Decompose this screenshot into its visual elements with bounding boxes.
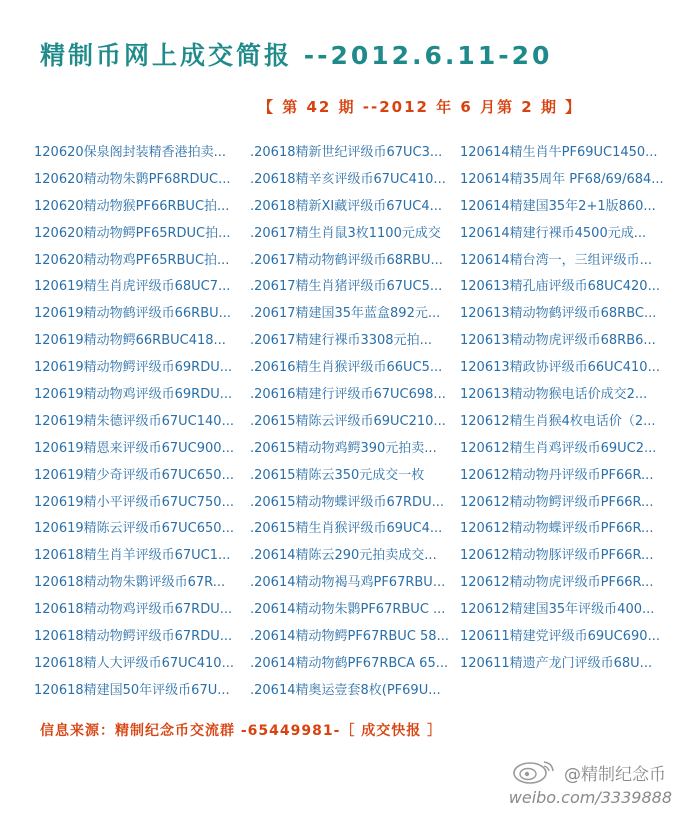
list-item[interactable]: 120611精建党评级币69UC690...	[460, 629, 660, 645]
list-item[interactable]: 120612精动物鳄评级币PF66R...	[460, 494, 654, 510]
list-item[interactable]: 120619精小平评级币67UC750...	[34, 494, 234, 510]
list-item[interactable]: 120618精动物鸡评级币67RDU...	[34, 602, 233, 618]
list-item[interactable]: .20618精新XI藏评级币67UC4...	[250, 198, 443, 214]
column-left	[34, 140, 244, 705]
list-item[interactable]: .20616精建行评级币67UC698...	[250, 387, 446, 403]
list-item[interactable]: 120613精孔庙评级币68UC420...	[460, 279, 660, 295]
list-item[interactable]: 120612精建国35年评级币400...	[460, 602, 655, 618]
list-item[interactable]: 120611精遗产龙门评级币68U...	[460, 655, 653, 671]
watermark-url: weibo.com/3339888	[508, 788, 672, 807]
list-item[interactable]: .20617精动物鹤评级币68RBU...	[250, 252, 443, 268]
list-item[interactable]: .20616精生肖猴评级币66UC5...	[250, 360, 443, 376]
list-item[interactable]: 120620精动物鳄PF65RDUC拍...	[34, 225, 231, 241]
list-item[interactable]: 120619精动物鳄66RBUC418...	[34, 333, 226, 349]
list-item[interactable]: .20615精陈云评级币69UC210...	[250, 413, 446, 429]
list-item[interactable]: 120613精动物猴电话价成交2...	[460, 387, 648, 403]
source-footer: 信息来源：精制纪念币交流群 -65449981-［ 成交快报 ］	[40, 723, 443, 739]
column-middle	[250, 140, 460, 705]
list-item[interactable]: 120618精生肖羊评级币67UC1...	[34, 548, 231, 564]
list-item[interactable]: 120620精动物朱鹮PF68RDUC...	[34, 171, 231, 187]
list-item[interactable]: .20617精建国35年蓝盒892元...	[250, 306, 441, 322]
list-item[interactable]: .20614精动物鳄PF67RBUC 58...	[250, 629, 449, 645]
list-item[interactable]: 120618精动物朱鹮评级币67R...	[34, 575, 226, 591]
list-item[interactable]: .20618精新世纪评级币67UC3...	[250, 145, 443, 160]
list-item[interactable]: 120613精动物鹤评级币68RBC...	[460, 306, 657, 322]
list-item[interactable]: .20614精动物朱鹮PF67RBUC ...	[250, 602, 446, 618]
weibo-logo-icon	[510, 758, 560, 784]
list-item[interactable]: 120618精建国50年评级币67U...	[34, 682, 230, 698]
list-item[interactable]: .20617精生肖鼠3枚1100元成交	[250, 225, 441, 241]
list-item[interactable]: .20614精奥运壹套8枚(PF69U...	[250, 682, 441, 698]
list-item[interactable]: 120612精生肖鸡评级币69UC2...	[460, 440, 657, 456]
list-item[interactable]: 120614精台湾一，三组评级币...	[460, 252, 653, 268]
list-item[interactable]: .20614精动物褐马鸡PF67RBU...	[250, 575, 446, 591]
list-item[interactable]: 120613精动物虎评级币68RB6...	[460, 333, 656, 349]
list-item[interactable]: 120619精动物鳄评级币69RDU...	[34, 360, 233, 376]
list-item[interactable]: 120620保泉阁封装精香港拍卖...	[34, 145, 227, 160]
list-item[interactable]: 120620精动物猴PF66RBUC拍...	[34, 198, 230, 214]
list-item[interactable]: 120618精动物鳄评级币67RDU...	[34, 629, 233, 645]
list-item[interactable]: 120619精少奇评级币67UC650...	[34, 467, 234, 483]
list-item[interactable]: .20615精动物鸡鳄390元拍卖...	[250, 440, 437, 456]
list-item[interactable]: 120619精动物鹤评级币66RBU...	[34, 306, 232, 322]
list-item[interactable]: .20618精辛亥评级币67UC410...	[250, 171, 446, 187]
list-item[interactable]: 120612精动物丹评级币PF66R...	[460, 467, 654, 483]
column-right	[460, 140, 670, 678]
list-item[interactable]: 120619精朱德评级币67UC140...	[34, 413, 234, 429]
list-item[interactable]: 120619精动物鸡评级币69RDU...	[34, 387, 233, 403]
list-item[interactable]: .20617精建行裸币3308元拍...	[250, 333, 432, 349]
list-item[interactable]: 120618精人大评级币67UC410...	[34, 655, 234, 671]
list-item[interactable]: .20617精生肖猪评级币67UC5...	[250, 279, 443, 295]
page-title: 精制币网上成交简报 --2012.6.11-20	[40, 41, 553, 70]
list-item[interactable]: 120612精动物虎评级币PF66R...	[460, 575, 654, 591]
watermark-handle: @精制纪念币	[564, 765, 666, 785]
list-item[interactable]: 120612精生肖猴4枚电话价（2...	[460, 413, 656, 429]
list-item[interactable]: 120614精生肖牛PF69UC1450...	[460, 145, 658, 160]
list-item[interactable]: .20615精陈云350元成交一枚	[250, 467, 425, 483]
issue-label: 【 第 42 期 --2012 年 6 月第 2 期 】	[258, 98, 583, 116]
list-item[interactable]: 120612精动物豚评级币PF66R...	[460, 548, 654, 564]
list-item[interactable]: .20615精生肖猴评级币69UC4...	[250, 521, 443, 537]
list-item[interactable]: 120612精动物蝶评级币PF66R...	[460, 521, 654, 537]
list-item[interactable]: 120620精动物鸡PF65RBUC拍...	[34, 252, 230, 268]
list-item[interactable]: 120614精35周年 PF68/69/684...	[460, 171, 664, 187]
list-item[interactable]: 120614精建国35年2+1版860...	[460, 198, 656, 214]
list-item[interactable]: 120619精陈云评级币67UC650...	[34, 521, 234, 537]
list-item[interactable]: 120614精建行裸币4500元成...	[460, 225, 647, 241]
list-item[interactable]: 120619精恩来评级币67UC900...	[34, 440, 234, 456]
list-item[interactable]: .20615精动物蝶评级币67RDU...	[250, 494, 444, 510]
list-item[interactable]: .20614精动物鹤PF67RBCA 65...	[250, 655, 449, 671]
list-item[interactable]: 120619精生肖虎评级币68UC7...	[34, 279, 231, 295]
list-item[interactable]: .20614精陈云290元拍卖成交...	[250, 548, 437, 564]
list-item[interactable]: 120613精政协评级币66UC410...	[460, 360, 660, 376]
